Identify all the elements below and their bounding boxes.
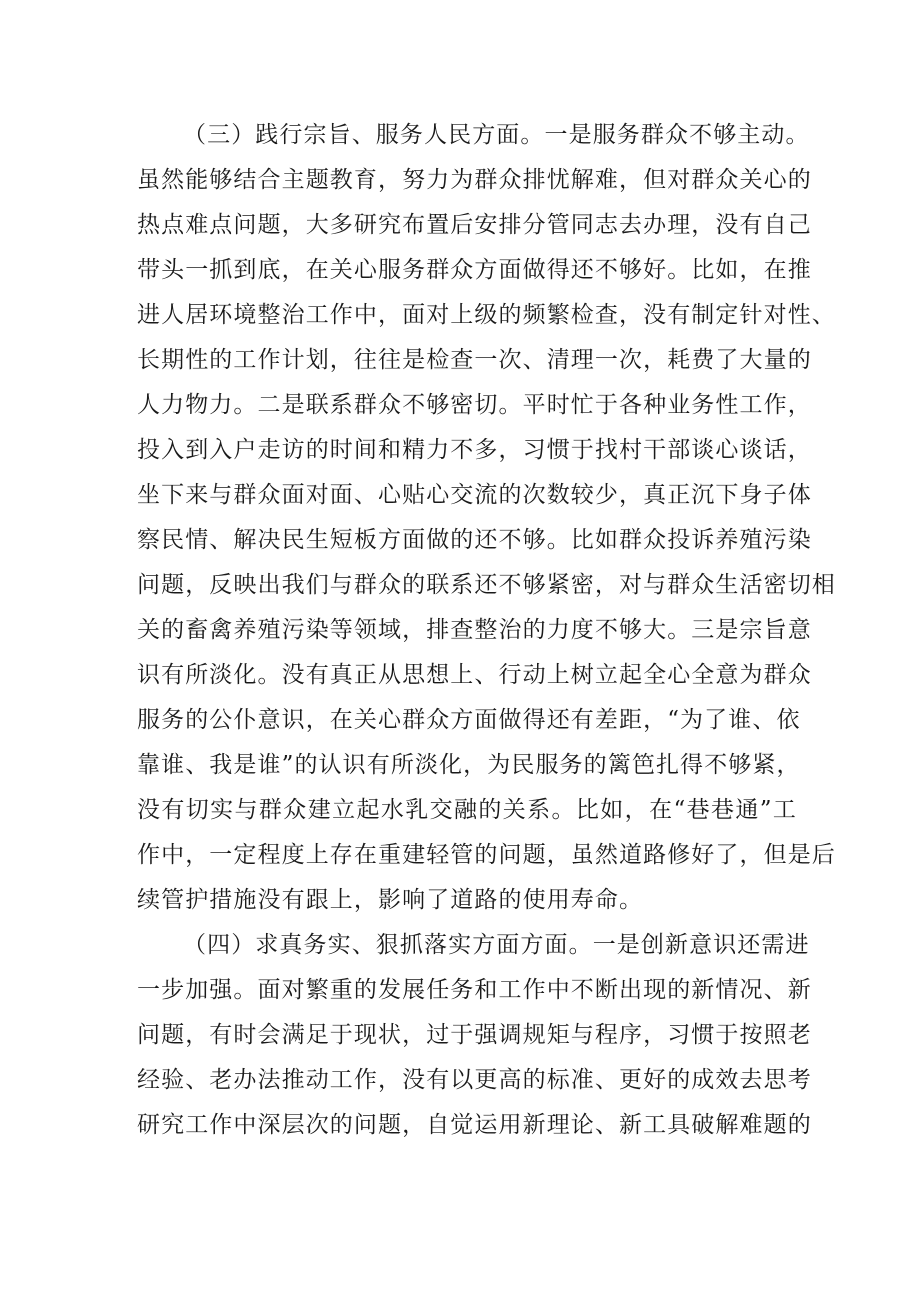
paragraph-line: 带头一抓到底，在关心服务群众方面做得还不够好。比如，在推 <box>137 257 812 283</box>
paragraph-line: 问题，反映出我们与群众的联系还不够紧密，对与群众生活密切相 <box>137 572 836 598</box>
paragraph-line: （三）践行宗旨、服务人民方面。一是服务群众不够主动。 <box>183 122 810 148</box>
paragraph-line: 一步加强。面对繁重的发展任务和工作中不断出现的新情况、新 <box>137 977 812 1003</box>
paragraph-line: 识有所淡化。没有真正从思想上、行动上树立起全心全意为群众 <box>137 662 812 688</box>
paragraph-line: 服务的公仆意识，在关心群众方面做得还有差距，“为了谁、依 <box>137 707 801 733</box>
paragraph-line: 投入到入户走访的时间和精力不多，习惯于找村干部谈心谈话， <box>137 437 812 463</box>
paragraph-line: 研究工作中深层次的问题，自觉运用新理论、新工具破解难题的 <box>137 1112 812 1138</box>
section-three-paragraph <box>137 113 836 923</box>
paragraph-line: 关的畜禽养殖污染等领域，排查整治的力度不够大。三是宗旨意 <box>137 617 812 643</box>
paragraph-line: （四）求真务实、狠抓落实方面方面。一是创新意识还需进 <box>183 932 810 958</box>
paragraph-line: 人力物力。二是联系群众不够密切。平时忙于各种业务性工作， <box>137 392 812 418</box>
paragraph-line: 长期性的工作计划，往往是检查一次、清理一次，耗费了大量的 <box>137 347 812 373</box>
paragraph-line: 热点难点问题，大多研究布置后安排分管同志去办理，没有自己 <box>137 212 812 238</box>
paragraph-line: 坐下来与群众面对面、心贴心交流的次数较少，真正沉下身子体 <box>137 482 812 508</box>
paragraph-line: 作中，一定程度上存在重建轻管的问题，虽然道路修好了，但是后 <box>137 842 836 868</box>
paragraph-line: 续管护措施没有跟上，影响了道路的使用寿命。 <box>137 887 644 913</box>
paragraph-line: 靠谁、我是谁”的认识有所淡化，为民服务的篱笆扎得不够紧， <box>137 752 801 778</box>
section-four-paragraph <box>137 923 812 1148</box>
paragraph-line: 进人居环境整治工作中，面对上级的频繁检查，没有制定针对性、 <box>137 302 836 328</box>
paragraph-line: 察民情、解决民生短板方面做的还不够。比如群众投诉养殖污染 <box>137 527 812 553</box>
document-body <box>137 113 836 1148</box>
paragraph-line: 虽然能够结合主题教育，努力为群众排忧解难，但对群众关心的 <box>137 167 812 193</box>
paragraph-line: 问题，有时会满足于现状，过于强调规矩与程序，习惯于按照老 <box>137 1022 812 1048</box>
paragraph-line: 没有切实与群众建立起水乳交融的关系。比如，在“巷巷通”工 <box>137 797 797 823</box>
paragraph-line: 经验、老办法推动工作，没有以更高的标准、更好的成效去思考 <box>137 1067 812 1093</box>
